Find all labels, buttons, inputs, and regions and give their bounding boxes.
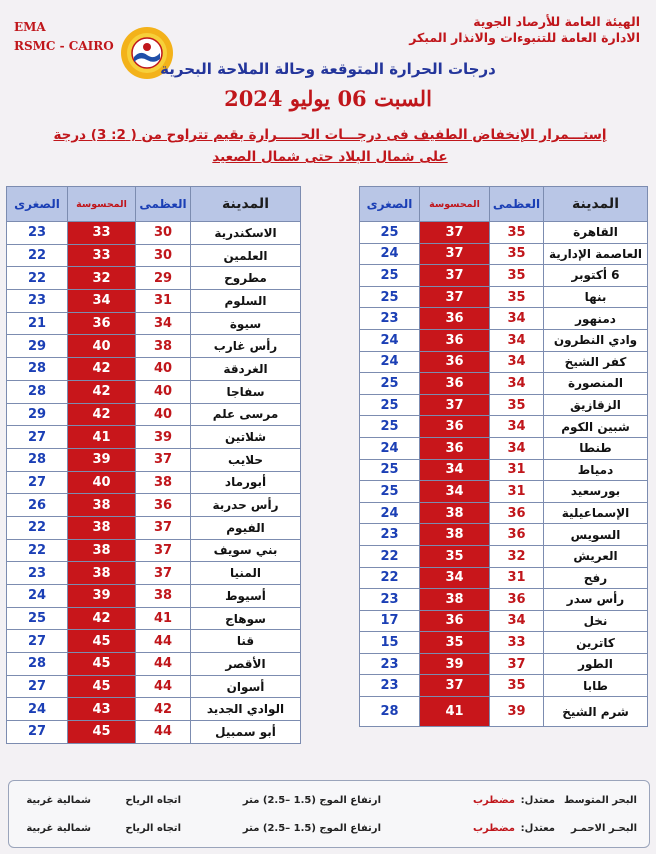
wind-direction-value: شمالية غربية [26,795,91,806]
sea-name: البحر المتوسط [564,795,637,806]
wave-height: ارتفاع الموج (1.5 –2.5) متر [242,823,381,834]
city-name: رأس حدربة [191,494,301,517]
min-temp: 24 [360,351,420,373]
feels-like-temp: 35 [420,632,490,654]
min-temp: 23 [7,222,68,245]
feels-like-temp: 32 [68,267,136,290]
table-row [360,481,648,503]
min-temp: 22 [7,244,68,267]
min-temp: 27 [7,426,68,449]
max-temp: 36 [136,494,191,517]
city-name: الوادي الجديد [191,698,301,721]
city-name: العاصمة الإدارية [544,243,648,265]
table-row [7,675,301,698]
feels-like-temp: 45 [68,675,136,698]
feels-like-temp: 34 [420,481,490,503]
table-row [7,698,301,721]
temperature-table-left [6,186,301,744]
table-row [360,265,648,287]
min-temp: 27 [7,721,68,744]
city-name: أبورماد [191,471,301,494]
max-temp: 38 [136,335,191,358]
feels-like-temp: 38 [420,502,490,524]
column-header-min: الصغرى [7,187,68,222]
feels-like-temp: 38 [68,539,136,562]
city-name: المنصورة [544,373,648,395]
max-temp: 30 [136,244,191,267]
feels-like-temp: 35 [420,545,490,567]
max-temp: 44 [136,653,191,676]
feels-like-temp: 41 [68,426,136,449]
max-temp: 44 [136,721,191,744]
table-row [360,222,648,244]
min-temp: 23 [360,653,420,675]
min-temp: 25 [360,265,420,287]
feels-like-temp: 36 [420,329,490,351]
column-header-feels-like: المحسوسة [420,187,490,222]
table-row [360,373,648,395]
wave-height: ارتفاع الموج (1.5 –2.5) متر [242,795,381,806]
table-row [7,516,301,539]
max-temp: 36 [490,524,544,546]
city-name: القاهرة [544,222,648,244]
table-row [7,653,301,676]
max-temp: 34 [490,308,544,330]
table-row [7,335,301,358]
table-row [360,589,648,611]
min-temp: 17 [360,610,420,632]
table-row [360,329,648,351]
min-temp: 26 [7,494,68,517]
min-temp: 22 [360,567,420,589]
min-temp: 15 [360,632,420,654]
max-temp: 39 [136,426,191,449]
city-name: أسيوط [191,585,301,608]
city-name: سوهاج [191,607,301,630]
table-row [360,394,648,416]
rsmc-label: RSMC - CAIRO [14,39,114,53]
feels-like-temp: 42 [68,380,136,403]
max-temp: 30 [136,222,191,245]
feels-like-temp: 34 [68,290,136,313]
feels-like-temp: 45 [68,721,136,744]
min-temp: 25 [360,394,420,416]
table-row [360,437,648,459]
city-name: بنها [544,286,648,308]
max-temp: 37 [136,448,191,471]
city-name: رأس سدر [544,589,648,611]
city-name: سفاجا [191,380,301,403]
city-name: سيوة [191,312,301,335]
feels-like-temp: 42 [68,358,136,381]
min-temp: 24 [360,243,420,265]
min-temp: 28 [7,448,68,471]
table-right-body [360,222,648,727]
min-temp: 25 [360,373,420,395]
feels-like-temp: 37 [420,394,490,416]
min-temp: 25 [7,607,68,630]
city-name: الزقازيق [544,394,648,416]
min-temp: 22 [360,545,420,567]
city-name: رأس غارب [191,335,301,358]
city-name: المنيا [191,562,301,585]
table-row [7,539,301,562]
min-temp: 24 [360,502,420,524]
max-temp: 37 [490,653,544,675]
min-temp: 27 [7,471,68,494]
table-row [360,545,648,567]
note-line-2: على شمال البلاد حتى شمال الصعيد [212,149,448,165]
table-row [7,380,301,403]
city-name: الإسماعيلية [544,502,648,524]
table-row [360,675,648,697]
max-temp: 40 [136,403,191,426]
city-name: الأقصر [191,653,301,676]
city-name: أبو سمبيل [191,721,301,744]
table-row [7,312,301,335]
max-temp: 41 [136,607,191,630]
table-row [360,632,648,654]
max-temp: 35 [490,675,544,697]
feels-like-temp: 39 [68,448,136,471]
feels-like-temp: 38 [68,516,136,539]
table-row [360,697,648,727]
feels-like-temp: 34 [420,567,490,589]
max-temp: 44 [136,630,191,653]
table-row [360,502,648,524]
table-row [7,358,301,381]
city-name: حلايب [191,448,301,471]
city-name: كاترين [544,632,648,654]
sea-conditions-panel [8,780,650,848]
city-name: وادي النطرون [544,329,648,351]
min-temp: 25 [360,459,420,481]
feels-like-temp: 38 [420,524,490,546]
city-name: مطروح [191,267,301,290]
table-row [360,286,648,308]
max-temp: 34 [490,329,544,351]
table-row [360,351,648,373]
max-temp: 29 [136,267,191,290]
max-temp: 39 [490,697,544,727]
table-row [7,607,301,630]
min-temp: 29 [7,335,68,358]
table-row [360,524,648,546]
min-temp: 25 [360,481,420,503]
feels-like-temp: 33 [68,222,136,245]
column-header-min: الصغرى [360,187,420,222]
table-row [7,494,301,517]
min-temp: 22 [7,267,68,290]
forecast-note [30,124,630,168]
max-temp: 37 [136,562,191,585]
column-header-feels-like: المحسوسة [68,187,136,222]
max-temp: 36 [490,589,544,611]
feels-like-temp: 34 [420,459,490,481]
table-row [360,459,648,481]
city-name: العلمين [191,244,301,267]
column-header-city: المدينة [191,187,301,222]
max-temp: 31 [490,481,544,503]
city-name: بورسعيد [544,481,648,503]
city-name: شلاتين [191,426,301,449]
feels-like-temp: 36 [420,308,490,330]
feels-like-temp: 37 [420,243,490,265]
feels-like-temp: 37 [420,286,490,308]
max-temp: 35 [490,222,544,244]
city-name: شرم الشيخ [544,697,648,727]
table-row [7,721,301,744]
feels-like-temp: 36 [68,312,136,335]
max-temp: 35 [490,243,544,265]
max-temp: 40 [136,358,191,381]
wind-direction-value: شمالية غربية [26,823,91,834]
max-temp: 34 [490,610,544,632]
organization-name [409,14,640,46]
min-temp: 28 [7,653,68,676]
table-left-body [7,222,301,744]
max-temp: 38 [136,471,191,494]
max-temp: 38 [136,585,191,608]
city-name: بني سويف [191,539,301,562]
min-temp: 23 [360,308,420,330]
agency-abbreviation [14,18,114,56]
min-temp: 24 [7,585,68,608]
feels-like-temp: 38 [420,589,490,611]
table-row [7,267,301,290]
table-row [7,222,301,245]
table-row [7,630,301,653]
sea-state-value: مضطرب [472,823,515,834]
ema-label: EMA [14,20,46,34]
org-line-1: الهيئة العامة للأرصاد الجوية [473,14,640,29]
table-row [360,243,648,265]
city-name: العريش [544,545,648,567]
max-temp: 34 [490,351,544,373]
city-name: الغردقة [191,358,301,381]
feels-like-temp: 36 [420,416,490,438]
feels-like-temp: 43 [68,698,136,721]
city-name: كفر الشيخ [544,351,648,373]
table-row [7,244,301,267]
feels-like-temp: 36 [420,437,490,459]
max-temp: 32 [490,545,544,567]
min-temp: 23 [7,562,68,585]
max-temp: 35 [490,394,544,416]
max-temp: 42 [136,698,191,721]
city-name: قنا [191,630,301,653]
sea-state-value: مضطرب [472,795,515,806]
org-line-2: الادارة العامة للتنبوءات والانذار المبكر [409,30,640,45]
wind-direction-label: اتجاه الرياح [125,795,181,806]
min-temp: 22 [7,539,68,562]
feels-like-temp: 33 [68,244,136,267]
feels-like-temp: 37 [420,675,490,697]
city-name: نخل [544,610,648,632]
max-temp: 34 [136,312,191,335]
feels-like-temp: 36 [420,610,490,632]
table-row [360,308,648,330]
min-temp: 24 [360,437,420,459]
city-name: السويس [544,524,648,546]
feels-like-temp: 42 [68,607,136,630]
max-temp: 31 [490,567,544,589]
max-temp: 34 [490,416,544,438]
city-name: دمنهور [544,308,648,330]
table-row [7,403,301,426]
table-row [7,585,301,608]
feels-like-temp: 40 [68,335,136,358]
min-temp: 25 [360,222,420,244]
max-temp: 36 [490,502,544,524]
min-temp: 23 [360,675,420,697]
max-temp: 31 [490,459,544,481]
min-temp: 23 [360,589,420,611]
column-header-max: العظمى [490,187,544,222]
min-temp: 27 [7,630,68,653]
min-temp: 27 [7,675,68,698]
city-name: الفيوم [191,516,301,539]
sea-name: البحـر الاحمـر [570,823,637,834]
max-temp: 33 [490,632,544,654]
city-name: مرسى علم [191,403,301,426]
feels-like-temp: 39 [68,585,136,608]
table-row [7,290,301,313]
feels-like-temp: 45 [68,630,136,653]
table-row [360,653,648,675]
max-temp: 44 [136,675,191,698]
feels-like-temp: 37 [420,265,490,287]
city-name: دمياط [544,459,648,481]
table-row [360,610,648,632]
min-temp: 25 [360,416,420,438]
min-temp: 24 [360,329,420,351]
temperature-table-right [359,186,648,727]
max-temp: 34 [490,373,544,395]
feels-like-temp: 36 [420,351,490,373]
column-header-city: المدينة [544,187,648,222]
min-temp: 28 [7,358,68,381]
max-temp: 34 [490,437,544,459]
city-name: رفح [544,567,648,589]
city-name: أسوان [191,675,301,698]
min-temp: 24 [7,698,68,721]
max-temp: 37 [136,539,191,562]
table-row [7,562,301,585]
min-temp: 23 [360,524,420,546]
wind-direction-label: اتجاه الرياح [125,823,181,834]
note-line-1: إستـــمرار الإنخفاض الطفيف فى درجـــات الحـــــرارة بقيم تتراوح من ( 2: 3) درجة [53,127,607,143]
feels-like-temp: 38 [68,562,136,585]
city-name: الطور [544,653,648,675]
max-temp: 37 [136,516,191,539]
table-row [360,416,648,438]
table-row [7,471,301,494]
max-temp: 31 [136,290,191,313]
feels-like-temp: 36 [420,373,490,395]
sea-state-label: معتدل: [520,823,555,834]
city-name: شبين الكوم [544,416,648,438]
min-temp: 28 [7,380,68,403]
min-temp: 21 [7,312,68,335]
report-subtitle: درجات الحرارة المتوقعة وحالة الملاحة البحرية [160,60,496,78]
feels-like-temp: 40 [68,471,136,494]
feels-like-temp: 39 [420,653,490,675]
sea-state-label: معتدل: [520,795,555,806]
table-row [360,567,648,589]
table-row [7,448,301,471]
feels-like-temp: 41 [420,697,490,727]
min-temp: 28 [360,697,420,727]
max-temp: 35 [490,265,544,287]
min-temp: 29 [7,403,68,426]
min-temp: 25 [360,286,420,308]
min-temp: 22 [7,516,68,539]
sea-row-red-sea [17,819,641,841]
table-row [7,426,301,449]
city-name: السلوم [191,290,301,313]
city-name: الاسكندرية [191,222,301,245]
feels-like-temp: 42 [68,403,136,426]
city-name: طنطا [544,437,648,459]
min-temp: 23 [7,290,68,313]
max-temp: 40 [136,380,191,403]
feels-like-temp: 37 [420,222,490,244]
column-header-max: العظمى [136,187,191,222]
report-date: السبت 06 يوليو 2024 [224,86,432,111]
feels-like-temp: 45 [68,653,136,676]
feels-like-temp: 38 [68,494,136,517]
city-name: 6 أكتوبر [544,265,648,287]
max-temp: 35 [490,286,544,308]
city-name: طابا [544,675,648,697]
sea-row-mediterranean [17,791,641,813]
